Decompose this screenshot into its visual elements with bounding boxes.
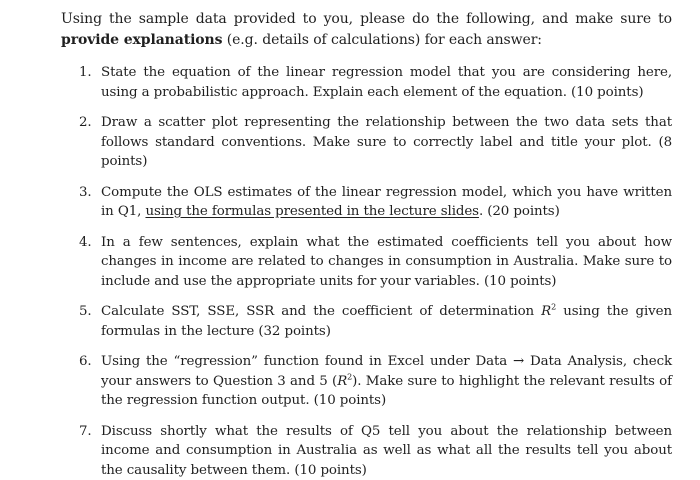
r-squared-symbol: R	[337, 374, 347, 389]
question-list	[61, 63, 672, 480]
question-number: 3.	[79, 183, 92, 203]
question-number: 4.	[79, 233, 92, 253]
intro-text-start: Using the sample data provided to you, please do the following, and make sure to	[61, 11, 672, 27]
question-number: 2.	[79, 113, 92, 133]
question-text-start: Using the “regression” function found in Excel under Data → Data Analysis, check your answers to Question 3 and 5 (	[101, 354, 672, 389]
question-number: 7.	[79, 422, 92, 442]
question-item-7	[79, 422, 672, 480]
question-number: 1.	[79, 63, 92, 83]
question-text-start: Calculate SST, SSE, SSR and the coefficient of determination	[101, 304, 541, 319]
intro-bold-text: provide explanations	[61, 32, 222, 48]
r-squared-exponent: 2	[551, 303, 556, 312]
question-item-5	[79, 302, 672, 341]
question-text: Discuss shortly what the results of Q5 tell you about the relationship between income and consumption in Australia as well as what all the results tell you about the causality between them. (10 points)	[101, 424, 672, 478]
question-item-6	[79, 352, 672, 411]
question-number: 5.	[79, 302, 92, 322]
r-squared-symbol: R	[541, 304, 551, 319]
intro-text-end: (e.g. details of calculations) for each answer:	[222, 32, 542, 48]
question-text-end: using the given formulas in the lecture (32 points)	[101, 304, 672, 339]
question-number: 6.	[79, 352, 92, 372]
question-item-1	[79, 63, 672, 102]
r-squared-exponent: 2	[347, 372, 352, 381]
question-item-3	[79, 183, 672, 222]
question-text-end: ). Make sure to highlight the relevant results of the regression function output. (10 points)	[101, 374, 672, 409]
question-item-4	[79, 233, 672, 292]
question-text-start: Compute the OLS estimates of the linear regression model, which you have written in Q1,	[101, 185, 672, 220]
question-text-end: . (20 points)	[479, 204, 560, 219]
instructions-intro	[61, 9, 672, 51]
question-text: In a few sentences, explain what the estimated coefficients tell you about how changes in income are related to changes in consumption in Australia. Make sure to include and use the appropriate units for your variables. (10 points)	[101, 235, 672, 289]
question-text: Draw a scatter plot representing the relationship between the two data sets that follows standard conventions. Make sure to correctly label and title your plot. (8 points)	[101, 115, 672, 169]
underlined-text: using the formulas presented in the lecture slides	[145, 204, 478, 219]
question-item-2	[79, 113, 672, 172]
question-text: State the equation of the linear regression model that you are considering here, using a probabilistic approach. Explain each element of the equation. (10 points)	[101, 65, 672, 100]
